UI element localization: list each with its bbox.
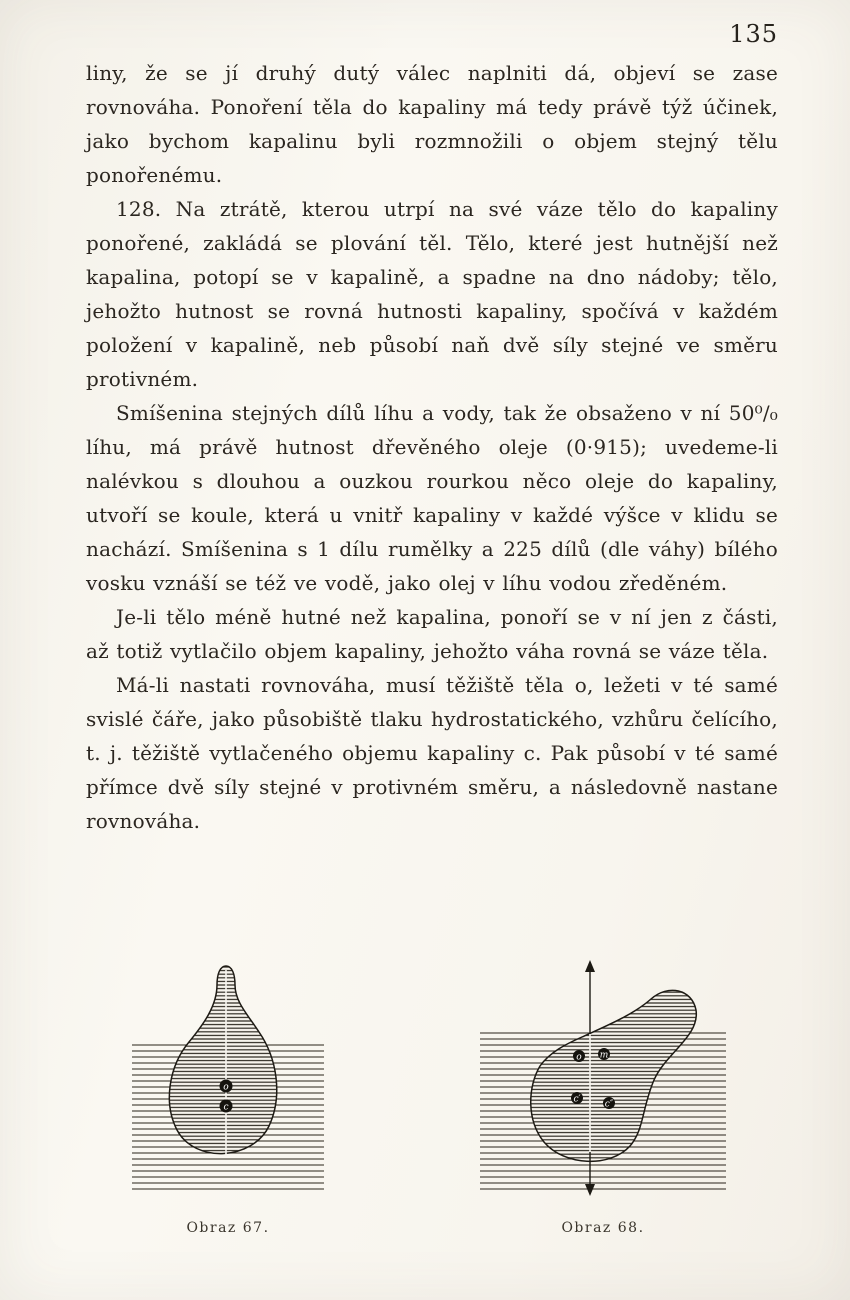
text-block [86,56,778,838]
figure-obraz-67 [128,958,328,1236]
label-metacenter-m: m [599,1050,609,1061]
paragraph-less-dense: Je-li tělo méně hutné než kapalina, ponoří se v ní jen z části, až totiž vytlačilo objem kapaliny, jehožto váha rovná se váze těla. [86,605,778,663]
label-buoyancy-c-prime: c′ [573,1094,581,1105]
floating-body-upright-illustration [128,958,328,1208]
label-buoyancy-c-double-prime: c″ [604,1099,614,1110]
arrow-up-head [585,960,595,972]
label-center-of-gravity-o: o [223,1082,229,1093]
floating-body-tilted-illustration [478,958,728,1208]
paragraph-mixture: Smíšenina stejných dílů líhu a vody, tak že obsaženo v ní 50⁰/₀ líhu, má právě hutnost dřevěného oleje (0·915); uvedeme-li nalévkou s dlouhou a ouzkou rourkou něco oleje do kapaliny, utvoří se koule, která u vnitř kapaliny v každé výšce v klidu se nachází. Smíšenina s 1 dílu rumělky a 225 dílů (dle váhy) bílého vosku vznáší se též ve vodě, jako olej v líhu vodou zředěném. [86,401,778,595]
page-number: 135 [729,20,778,48]
figures-row [128,958,728,1236]
paragraph-continuation: liny, že se jí druhý dutý válec naplniti dá, objeví se zase rovnováha. Ponoření těla do kapaliny má tedy právě týž účinek, jako bychom kapalinu byli rozmnožili o objem stejný tělu ponořenému. [86,61,778,187]
label-center-of-gravity-o: o [576,1052,582,1063]
label-center-of-buoyancy-c: c [223,1102,229,1113]
floating-body [169,966,276,1154]
paragraph-section-128: 128. Na ztrátě, kterou utrpí na své váze tělo do kapaliny ponořené, zakládá se plování těl. Tělo, které jest hutnější než kapalina, potopí se v kapalině, a spadne na dno nádoby; tělo, jehožto hutnost se rovná hutnosti kapaliny, spočívá v každém položení v kapalině, neb působí naň dvě síly stejné ve směru protivném. [86,197,778,391]
figure-obraz-68 [478,958,728,1236]
figure-caption-67: Obraz 67. [186,1220,270,1236]
paragraph-equilibrium: Má-li nastati rovnováha, musí těžiště těla o, ležeti v té samé svislé čáře, jako působiště tlaku hydrostatického, vzhůru čelícího, t. j. těžiště vytlačeného objemu kapaliny c. Pak působí v té samé přímce dvě síly stejné v protivném směru, a následovně nastane rovnováha. [86,673,778,833]
figure-caption-68: Obraz 68. [561,1220,645,1236]
